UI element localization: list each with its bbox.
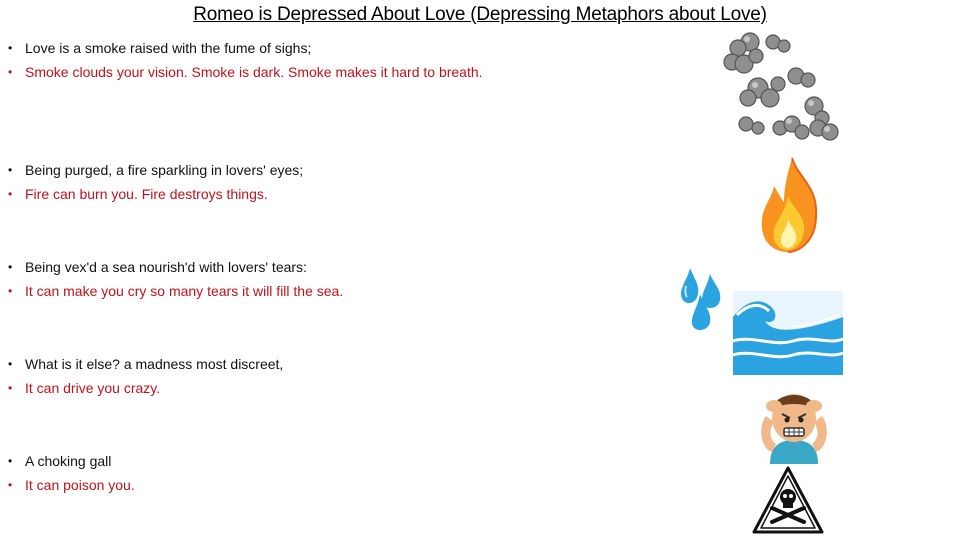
quote-text: Being purged, a fire sparkling in lovers' eyes; bbox=[25, 162, 304, 178]
frustrated-person-icon bbox=[750, 376, 838, 464]
quote-text: Being vex'd a sea nourish'd with lovers' tears: bbox=[25, 259, 307, 275]
quote-text: Love is a smoke raised with the fume of sighs; bbox=[25, 40, 312, 56]
metaphor-smoke: • Love is a smoke raised with the fume of sighs; • Smoke clouds your vision. Smoke is dark. Smoke makes it hard to breath. bbox=[8, 36, 483, 84]
smoke-icon bbox=[718, 28, 840, 144]
quote-text: A choking gall bbox=[25, 453, 112, 469]
poison-warning-icon bbox=[750, 464, 826, 538]
fire-icon bbox=[754, 156, 824, 254]
quote-text: What is it else? a madness most discreet, bbox=[25, 356, 284, 372]
meaning-text: Fire can burn you. Fire destroys things. bbox=[25, 186, 268, 202]
metaphor-madness: • What is it else? a madness most discreet, • It can drive you crazy. bbox=[8, 352, 283, 400]
sea-wave-icon bbox=[733, 291, 843, 375]
page-title: Romeo is Depressed About Love (Depressing Metaphors about Love) bbox=[193, 4, 767, 25]
meaning-text: It can drive you crazy. bbox=[25, 380, 161, 396]
meaning-text: It can make you cry so many tears it will fill the sea. bbox=[25, 283, 344, 299]
meaning-text: Smoke clouds your vision. Smoke is dark. Smoke makes it hard to breath. bbox=[25, 64, 483, 80]
meaning-text: It can poison you. bbox=[25, 477, 135, 493]
metaphor-fire: • Being purged, a fire sparkling in lovers' eyes; • Fire can burn you. Fire destroys things. bbox=[8, 158, 303, 206]
metaphor-sea: • Being vex'd a sea nourish'd with lovers' tears: • It can make you cry so many tears it will fill the sea. bbox=[8, 255, 343, 303]
metaphor-gall: • A choking gall • It can poison you. bbox=[8, 449, 135, 497]
water-drops-icon bbox=[676, 266, 730, 332]
